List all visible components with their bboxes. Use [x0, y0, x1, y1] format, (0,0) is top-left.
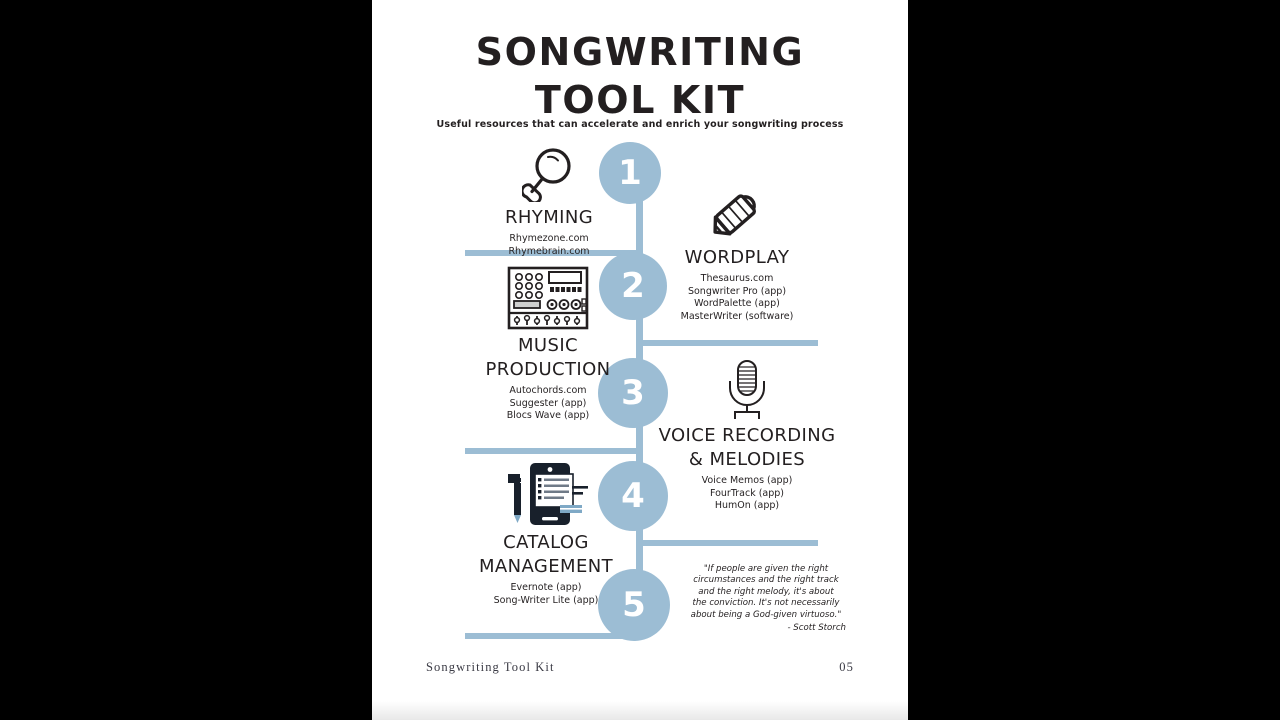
- quote-block: [686, 564, 846, 634]
- quote-line: circumstances and the right track: [693, 575, 839, 586]
- step-number-5: 5: [622, 585, 646, 625]
- microphone-icon: [646, 358, 848, 420]
- quote-line: about being a God-given virtuoso.": [690, 609, 842, 620]
- list-item: Thesaurus.com: [700, 273, 774, 284]
- section-catalog-management: [448, 465, 644, 607]
- section-voice-recording: [646, 358, 848, 513]
- step-number-3: 3: [621, 373, 645, 413]
- quote-line: the conviction. It's not necessarily: [692, 598, 840, 609]
- quote-line: "If people are given the right: [703, 564, 829, 574]
- section-music-production: [452, 268, 644, 423]
- list-item: WordPalette (app): [694, 298, 780, 310]
- heading-line: WORDPLAY: [684, 247, 790, 268]
- list-item: Songwriter Pro (app): [687, 285, 787, 297]
- list-item: FourTrack (app): [709, 487, 785, 499]
- list-item: Song-Writer Lite (app): [493, 594, 599, 606]
- section-heading-catalog-management: [448, 531, 644, 579]
- section-items-catalog-management: [448, 582, 644, 607]
- section-items-rhyming: [460, 233, 638, 258]
- heading-line: CATALOG: [503, 532, 589, 553]
- section-heading-voice-recording: [646, 424, 848, 472]
- quote-attribution: - Scott Storch: [787, 623, 846, 634]
- section-rhyming: [460, 140, 638, 258]
- section-heading-rhyming: [460, 206, 638, 230]
- section-items-voice-recording: [646, 475, 848, 513]
- heading-line: MUSIC: [517, 335, 578, 356]
- section-wordplay: [644, 180, 830, 323]
- step-number-1: 1: [618, 153, 642, 193]
- heading-line: & MELODIES: [688, 449, 806, 470]
- phone-checklist-icon: [448, 465, 644, 527]
- branch-left-3: [465, 448, 643, 454]
- step-number-2: 2: [621, 266, 645, 306]
- section-heading-music-production: [452, 334, 644, 382]
- heading-line: VOICE RECORDING: [658, 425, 836, 446]
- quote-line: and the right melody, it's about: [698, 586, 834, 597]
- branch-right-4: [636, 540, 818, 546]
- page-subtitle: Useful resources that can accelerate and enrich your songwriting process: [436, 119, 844, 130]
- step-number-4: 4: [621, 476, 645, 516]
- magnifying-glass-icon: [460, 140, 638, 202]
- title-line-1: SONGWRITING: [475, 30, 805, 74]
- synthesizer-mixer-icon: [452, 268, 644, 330]
- title-line-2: TOOL KIT: [534, 78, 746, 122]
- list-item: Evernote (app): [510, 582, 582, 593]
- list-item: MasterWriter (software): [680, 310, 794, 322]
- list-item: Blocs Wave (app): [506, 410, 590, 422]
- list-item: Rhymebrain.com: [508, 245, 590, 257]
- section-items-wordplay: [644, 273, 830, 323]
- section-heading-wordplay: [644, 246, 830, 270]
- heading-line: PRODUCTION: [485, 359, 611, 380]
- heading-line: MANAGEMENT: [479, 556, 613, 577]
- page-footer: [426, 660, 854, 675]
- document-page: [372, 0, 908, 720]
- list-item: Autochords.com: [509, 385, 587, 396]
- footer-label: Songwriting Tool Kit: [426, 660, 555, 674]
- list-item: Rhymezone.com: [509, 233, 589, 244]
- list-item: HumOn (app): [714, 500, 780, 512]
- branch-right-2: [636, 340, 818, 346]
- list-item: Suggester (app): [509, 397, 587, 409]
- pencil-icon: [644, 180, 830, 242]
- footer-page-number: 05: [839, 660, 854, 674]
- heading-line: RHYMING: [504, 207, 594, 228]
- list-item: Voice Memos (app): [701, 475, 793, 486]
- section-items-music-production: [452, 385, 644, 423]
